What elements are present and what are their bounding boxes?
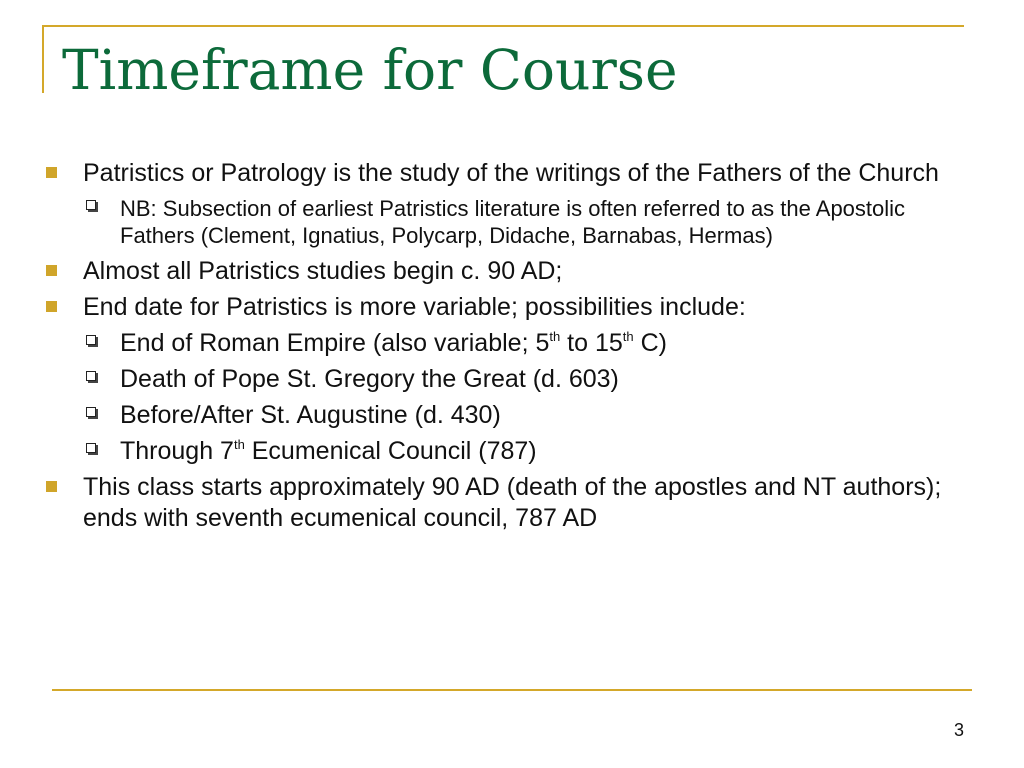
subbullet-ecumenical-council: [46, 436, 956, 467]
square-bullet-icon: [46, 167, 57, 178]
footer-rule: [52, 689, 972, 691]
slide-page-number: 3: [953, 720, 964, 740]
subbullet-augustine: [46, 400, 956, 431]
bullet-item-patristics-definition: [46, 158, 956, 189]
subbullet-text: Death of Pope St. Gregory the Great (d. 603): [120, 365, 619, 393]
subbullet-apostolic-fathers: [46, 195, 956, 249]
bullet-item-start-date: [46, 256, 956, 287]
square-bullet-icon: [46, 301, 57, 312]
subbullet-text: Through 7th Ecumenical Council (787): [120, 437, 537, 465]
bullet-text: Patristics or Patrology is the study of the writings of the Fathers of the Church: [83, 159, 939, 187]
subbullet-text: End of Roman Empire (also variable; 5th to 15th C): [120, 329, 667, 357]
hollow-square-bullet-icon: [86, 335, 96, 345]
bullet-item-course-span: [46, 472, 956, 534]
bullet-text: This class starts approximately 90 AD (death of the apostles and NT authors); ends with seventh ecumenical council, 787 AD: [83, 473, 942, 532]
square-bullet-icon: [46, 481, 57, 492]
slide-content: [46, 158, 956, 539]
hollow-square-bullet-icon: [86, 371, 96, 381]
subbullet-roman-empire: [46, 328, 956, 359]
subbullet-gregory-great: [46, 364, 956, 395]
hollow-square-bullet-icon: [86, 443, 96, 453]
bullet-text: End date for Patristics is more variable; possibilities include:: [83, 293, 746, 321]
subbullet-text: NB: Subsection of earliest Patristics literature is often referred to as the Apostolic Fathers (Clement, Ignatius, Polycarp, Didache, Barnabas, Hermas): [120, 196, 906, 248]
hollow-square-bullet-icon: [86, 407, 96, 417]
subbullet-text: Before/After St. Augustine (d. 430): [120, 401, 501, 429]
title-top-rule: [42, 25, 964, 27]
hollow-square-bullet-icon: [86, 200, 96, 210]
bullet-text: Almost all Patristics studies begin c. 90 AD;: [83, 257, 563, 285]
bullet-item-end-date: [46, 292, 956, 323]
title-left-rule: [42, 25, 44, 93]
square-bullet-icon: [46, 265, 57, 276]
slide-title: Timeframe for Course: [62, 38, 678, 102]
